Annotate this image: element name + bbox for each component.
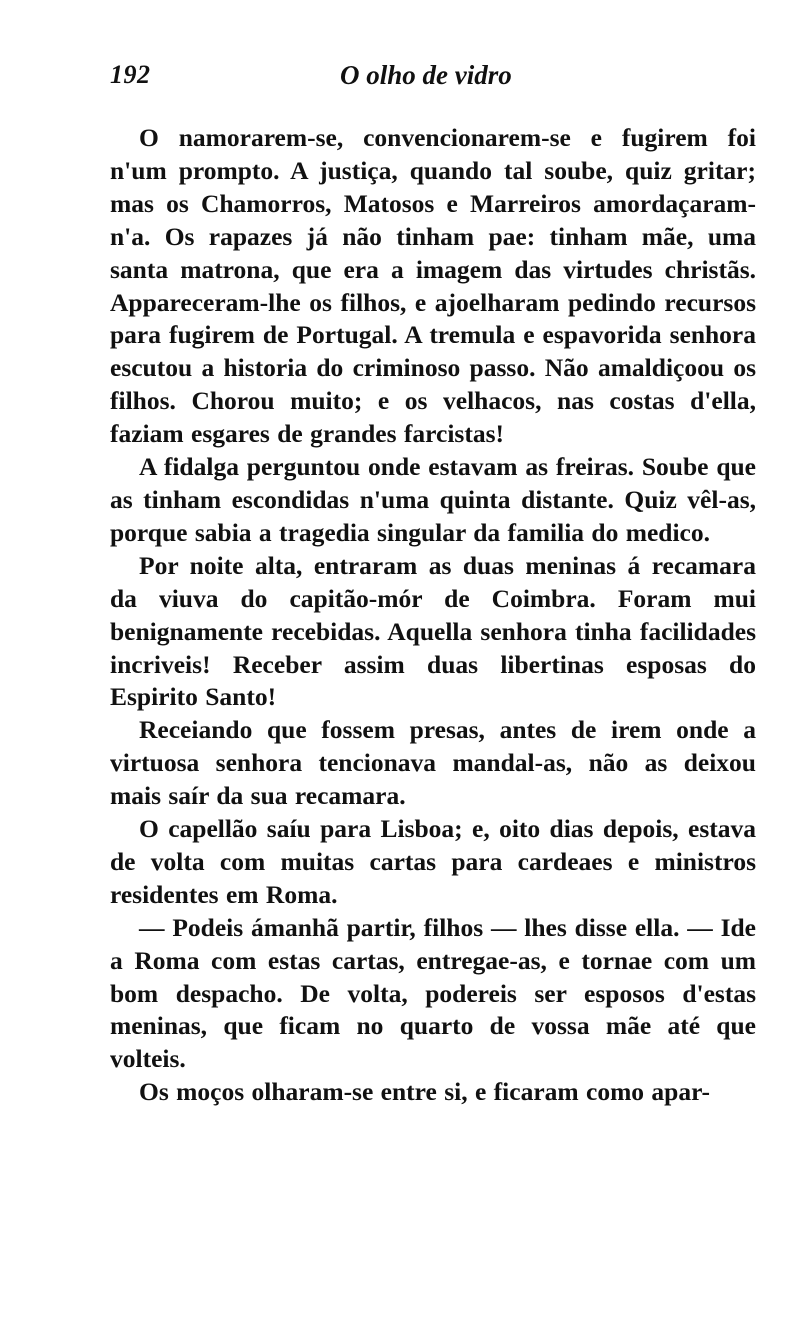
paragraph: O capellão saíu para Lisboa; e, oito dias depois, estava de volta com muitas cartas para cardeaes e ministros residentes em Roma. [110,814,756,909]
body-text [110,122,756,1109]
page-number: 192 [110,60,151,89]
paragraph: Por noite alta, entraram as duas meninas á recamara da viuva do capitão-mór de Coimbra. Foram mui benignamente recebidas. Aquella senhora tinha facilidades incriveis! Receber assim duas libertinas esposas do Espirito Santo! [110,550,756,712]
paragraph: A fidalga perguntou onde estavam as freiras. Soube que as tinham escondidas n'uma quinta distante. Quiz vêl-as, porque sabia a tragedia singular da familia do medico. [110,452,756,547]
running-head [110,60,756,100]
paragraph: O namorarem-se, convencionarem-se e fugirem foi n'um prompto. A justiça, quando tal soube, quiz gritar; mas os Chamorros, Matosos e Marreiros amordaçaram-n'a. Os rapazes já não tinham pae: tinham mãe, uma santa matrona, que era a imagem das virtudes christãs. Appareceram-lhe os filhos, e ajoelharam pedindo recursos para fugirem de Portugal. A tremula e espavorida senhora escutou a historia do criminoso passo. Não amaldiçoou os filhos. Chorou muito; e os velhacos, nas costas d'ella, faziam esgares de grandes farcistas! [110,123,756,449]
paragraph: Receiando que fossem presas, antes de irem onde a virtuosa senhora tencionava mandal-as, não as deixou mais saír da sua recamara. [110,715,756,811]
paragraph: — Podeis ámanhã partir, filhos — lhes disse ella. — Ide a Roma com estas cartas, entregae-as, e tornae com um bom despacho. De volta, podereis ser esposos d'estas meninas, que ficam no quarto de vossa mãe até que volteis. [110,912,756,1074]
paragraph: Os moços olharam-se entre si, e ficaram como apar- [139,1077,710,1107]
book-title: O olho de vidro [340,60,512,90]
